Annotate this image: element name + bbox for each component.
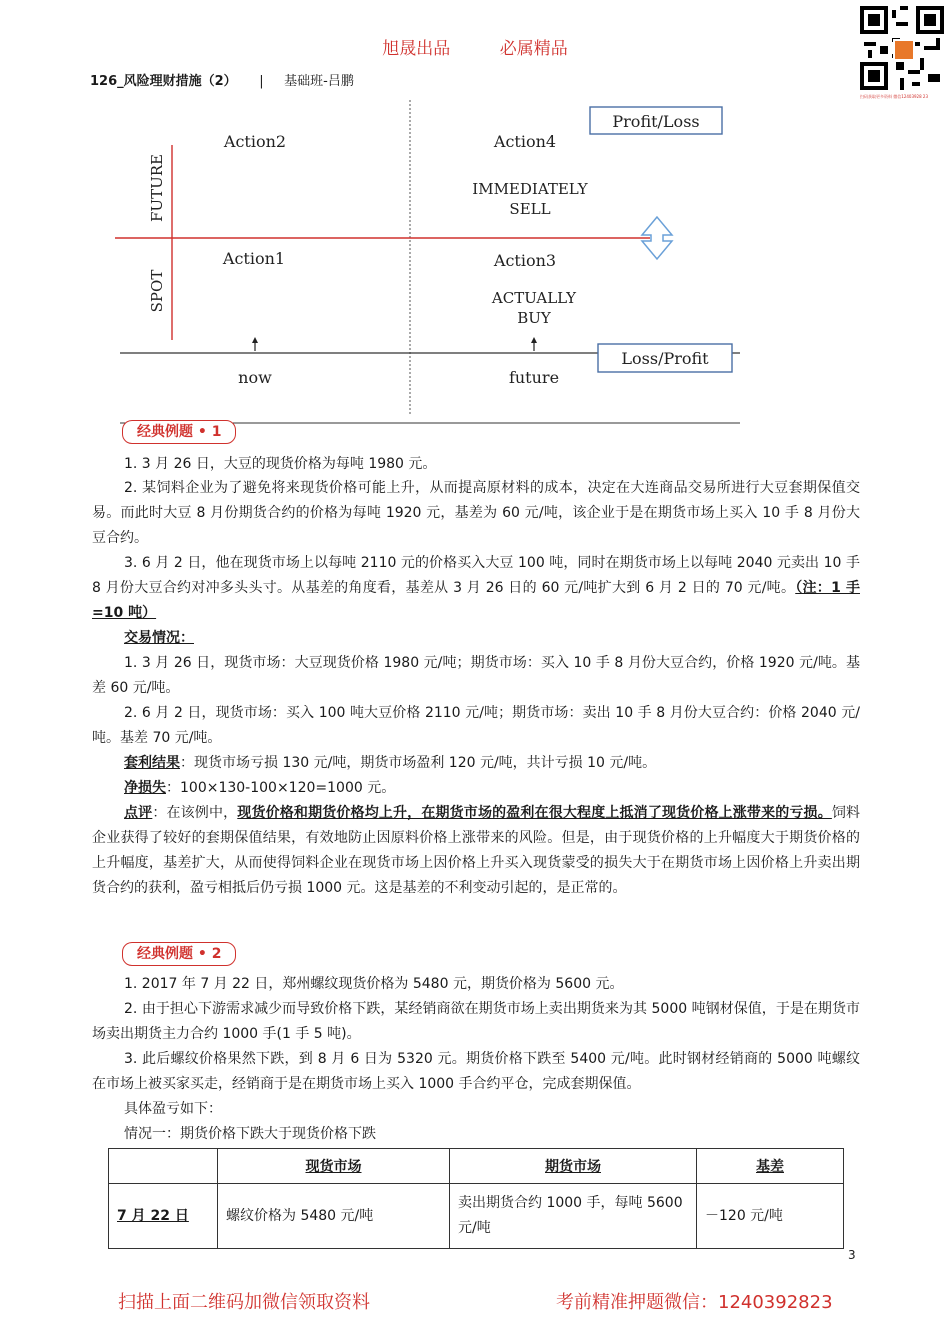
- example-1-paragraph-1: 1. 3 月 26 日，大豆的现货价格为每吨 1980 元。: [124, 456, 437, 472]
- net-loss: [92, 776, 860, 801]
- future-arrow-icon: [531, 337, 537, 343]
- qr-code[interactable]: [860, 6, 944, 90]
- trade-step-1: 1. 3 月 26 日，现货市场：大豆现货价格 1980 元/吨；期货市场：买入 10 手 8 月份大豆合约，价格 1920 元/吨。基差 60 元/吨。: [92, 655, 860, 696]
- table-header-row: [109, 1149, 844, 1184]
- table-cell-spot: 螺纹价格为 5480 元/吨: [218, 1184, 450, 1249]
- qr-caption: 扫码获取更多资料 微信12403928 23: [860, 94, 928, 99]
- brand-banner: [0, 34, 950, 59]
- actually-label: ACTUALLY: [491, 289, 577, 307]
- immediately-label: IMMEDIATELY: [472, 180, 588, 198]
- lot-size-note: （注：1 手=10 吨）: [92, 580, 860, 621]
- table-cell-date: 7 月 22 日: [109, 1184, 218, 1249]
- brand-left: 旭晟出品: [382, 39, 451, 59]
- sell-label: SELL: [509, 200, 551, 218]
- example-1-paragraph-2: 2. 某饲料企业为了避免将来现货价格可能上升，从而提高原材料的成本，决定在大连商品交易所进行大豆套期保值交易。而此时大豆 8 月份期货合约的价格为每吨 1920 元，基差为 60 元/吨，该企业于是在期货市场上买入 10 手 8 月份大豆合约。: [92, 480, 860, 546]
- hedging-quadrant-diagram: [110, 95, 850, 425]
- arbitrage-result-label: 套利结果: [124, 755, 180, 771]
- net-loss-text: ：100×130-100×120=1000 元。: [166, 780, 396, 796]
- comment-paragraph: [92, 801, 860, 901]
- example-2-paragraph-3: 3. 此后螺纹价格果然下跌，到 8 月 6 日为 5320 元。期货价格下跌至 5400 元/吨。此时钢材经销商的 5000 吨螺纹在市场上被买家买走，经销商于是在期货市场上买入 1000 手合约平仓，完成套期保值。: [92, 1051, 860, 1092]
- trade-situation-title: 交易情况：: [124, 630, 194, 646]
- example-2-paragraph-1: 1. 2017 年 7 月 22 日，郑州螺纹现货价格为 5480 元，期货价格为 5600 元。: [124, 976, 624, 992]
- example-1-tag: 经典例题 • 1: [122, 420, 236, 444]
- lecture-subtitle: 基础班-吕鹏: [284, 74, 354, 89]
- table-header-basis: 基差: [697, 1149, 844, 1184]
- comment-body: 饲料企业获得了较好的套期保值结果，有效地防止因原料价格上涨带来的风险。但是，由于现货价格的上升幅度大于期货价格的上升幅度，基差扩大，从而使得饲料企业在现货市场上因价格上升买入现货蒙受的损失大于在期货市场上因价格上升卖出期货合约的获利，盈亏相抵后仍亏损 1000 元。这是基差的不利变动引起的，是正常的。: [92, 805, 861, 896]
- page-number: 3: [848, 1248, 856, 1262]
- axis-label-spot: SPOT: [148, 269, 166, 313]
- action4-label: Action4: [493, 132, 557, 151]
- table-header-blank: [109, 1149, 218, 1184]
- example-2-paragraph-2: 2. 由于担心下游需求减少而导致价格下跌，某经销商欲在期货市场上卖出期货来为其 5000 吨钢材保值，于是在期货市场卖出期货主力合约 1000 手(1 手 5 吨)。: [92, 1001, 860, 1042]
- comment-intro: ：在该例中，: [152, 805, 238, 821]
- now-label: now: [238, 368, 272, 387]
- example-2-scenario-1: 情况一：期货价格下跌大于现货价格下跌: [124, 1126, 376, 1142]
- example-1-paragraph-3-text: 3. 6 月 2 日，他在现货市场上以每吨 2110 元的价格买入大豆 100 吨，同时在期货市场上以每吨 2040 元卖出 10 手 8 月份大豆合约对冲多头头寸。从基差的角度看，基差从 3 月 26 日的 60 元/吨扩大到 6 月 2 日的 70 元/吨。: [92, 555, 860, 596]
- document-header: [90, 70, 354, 89]
- comment-key-point: 现货价格和期货价格均上升，在期货市场的盈利在很大程度上抵消了现货价格上涨带来的亏损。: [237, 805, 832, 821]
- buy-label: BUY: [517, 309, 551, 327]
- footer-left-promo: 扫描上面二维码加微信领取资料: [118, 1292, 370, 1313]
- example-2-paragraph-4: 具体盈亏如下：: [124, 1101, 222, 1117]
- table-cell-future: 卖出期货合约 1000 手，每吨 5600 元/吨: [450, 1184, 697, 1249]
- brand-right: 必属精品: [499, 39, 568, 59]
- future-label: future: [508, 368, 560, 387]
- profit-loss-label: Profit/Loss: [612, 112, 700, 131]
- lecture-title: 126_风险理财措施（2）: [90, 74, 237, 89]
- arbitrage-result-text: ：现货市场亏损 130 元/吨，期货市场盈利 120 元/吨，共计亏损 10 元/吨。: [180, 755, 657, 771]
- table-row: [109, 1184, 844, 1249]
- now-arrow-icon: [252, 337, 258, 343]
- header-separator: |: [259, 74, 264, 89]
- table-header-spot: 现货市场: [218, 1149, 450, 1184]
- example-1-paragraph-3: [92, 551, 860, 626]
- action1-label: Action1: [222, 249, 286, 268]
- footer-right-promo: 考前精准押题微信：1240392823: [556, 1292, 833, 1313]
- qr-logo: [893, 39, 915, 61]
- axis-label-future: FUTURE: [148, 154, 166, 222]
- action3-label: Action3: [493, 251, 557, 270]
- loss-profit-label: Loss/Profit: [621, 349, 709, 368]
- net-loss-label: 净损失: [124, 780, 166, 796]
- profit-loss-table: [108, 1148, 844, 1249]
- trade-step-2: 2. 6 月 2 日，现货市场：买入 100 吨大豆价格 2110 元/吨；期货市场：卖出 10 手 8 月份大豆合约：价格 2040 元/吨。基差 70 元/吨。: [92, 705, 860, 746]
- example-2-tag: 经典例题 • 2: [122, 942, 236, 966]
- table-cell-basis: －120 元/吨: [697, 1184, 844, 1249]
- table-header-future: 期货市场: [450, 1149, 697, 1184]
- arbitrage-result: [92, 751, 860, 776]
- action2-label: Action2: [223, 132, 287, 151]
- comment-label: 点评: [124, 805, 153, 821]
